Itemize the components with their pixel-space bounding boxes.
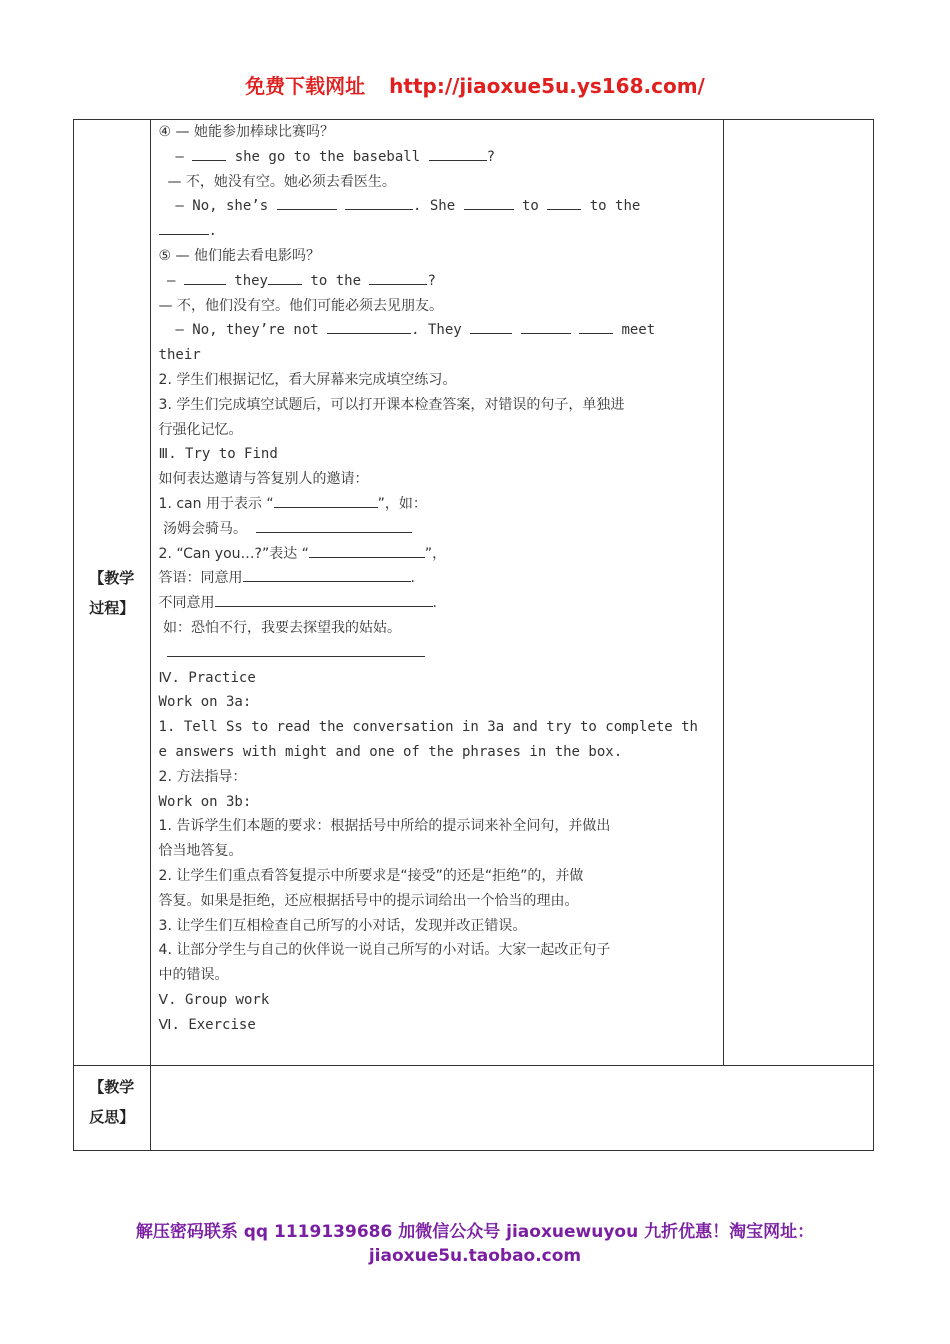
text-line: . bbox=[159, 219, 716, 244]
text-line: 答复。如果是拒绝，还应根据括号中的提示词给出一个恰当的理由。 bbox=[158, 892, 579, 909]
text-line: 1. can 用于表示 “ ”，如： bbox=[159, 492, 716, 517]
page-footer bbox=[0, 1220, 950, 1268]
header-url[interactable]: http://jiaoxue5u.ys168.com/ bbox=[389, 74, 705, 98]
text-line: — No, they’re not . They meet bbox=[159, 318, 716, 343]
notes-cell bbox=[724, 120, 874, 1066]
text-line: — 不，她没有空。她必须去看医生。 bbox=[167, 173, 396, 190]
text-line: — 不，他们没有空。他们可能必须去见朋友。 bbox=[158, 297, 443, 314]
text-line: their bbox=[158, 347, 201, 364]
text-line: 3. 让学生们互相检查自己所写的小对话，发现并改正错误。 bbox=[158, 917, 527, 934]
footer-line-1: 解压密码联系 qq 1119139686 加微信公众号 jiaoxuewuyou 九折优惠！淘宝网址： bbox=[135, 1222, 815, 1242]
text-line: — she go to the baseball ? bbox=[159, 145, 716, 170]
table-row bbox=[74, 120, 874, 1066]
page-header bbox=[0, 70, 950, 99]
text-line: 中的错误。 bbox=[158, 967, 229, 984]
text-line: 行强化记忆。 bbox=[158, 421, 243, 438]
header-title: 免费下载网址 bbox=[245, 74, 366, 98]
text-line: 2. 学生们根据记忆，看大屏幕来完成填空练习。 bbox=[158, 371, 457, 388]
table-row bbox=[74, 1066, 874, 1151]
text-line: 答语：同意用 . bbox=[159, 566, 716, 591]
text-line: Work on 3a: bbox=[158, 694, 252, 711]
label-teaching-process: 【教学 过程】 bbox=[74, 120, 151, 1066]
text-line: ④ — 她能参加棒球比赛吗？ bbox=[158, 124, 334, 140]
text-line: 2. 让学生们重点看答复提示中所要求是“接受”的还是“拒绝”的，并做 bbox=[158, 867, 584, 884]
text-line: 如：恐怕不行，我要去探望我的姑姑。 bbox=[158, 619, 401, 636]
text-line: Work on 3b: bbox=[158, 793, 252, 810]
text-line: 汤姆会骑马。 bbox=[159, 517, 716, 542]
text-line: 1. 告诉学生们本题的要求：根据括号中所给的提示词来补全问句，并做出 bbox=[158, 818, 611, 835]
lesson-table bbox=[73, 119, 874, 1151]
text-line: 4. 让部分学生与自己的伙伴说一说自己所写的小对话。大家一起改正句子 bbox=[158, 942, 611, 959]
text-line: 2. 方法指导： bbox=[158, 768, 247, 785]
footer-link[interactable]: jiaoxue5u.taobao.com bbox=[368, 1246, 582, 1266]
text-line: 3. 学生们完成填空试题后，可以打开课本检查答案，对错误的句子，单独进 bbox=[158, 396, 625, 413]
text-line: 2. “Can you…?”表达 “ ”， bbox=[159, 542, 716, 567]
text-line: — they to the ? bbox=[159, 269, 716, 294]
text-line: 不同意用 . bbox=[159, 591, 716, 616]
label-teaching-reflection: 【教学 反思】 bbox=[74, 1066, 151, 1151]
section-heading: Ⅳ. Practice bbox=[158, 669, 256, 686]
section-heading: Ⅵ. Exercise bbox=[158, 1016, 256, 1033]
text-line: 1. Tell Ss to read the conversation in 3a and try to complete th bbox=[158, 719, 698, 736]
text-line: 如何表达邀请与答复别人的邀请： bbox=[158, 471, 369, 488]
text-line: e answers with might and one of the phrases in the box. bbox=[158, 743, 623, 760]
section-heading: Ⅴ. Group work bbox=[158, 991, 270, 1008]
reflection-cell bbox=[150, 1066, 873, 1151]
text-line: 恰当地答复。 bbox=[158, 843, 243, 860]
text-line: ⑤ — 他们能去看电影吗？ bbox=[158, 247, 320, 264]
text-line bbox=[159, 641, 716, 666]
section-heading: Ⅲ. Try to Find bbox=[158, 446, 278, 463]
text-line: — No, she’s . She to to the bbox=[159, 194, 716, 219]
content-cell bbox=[150, 120, 724, 1066]
